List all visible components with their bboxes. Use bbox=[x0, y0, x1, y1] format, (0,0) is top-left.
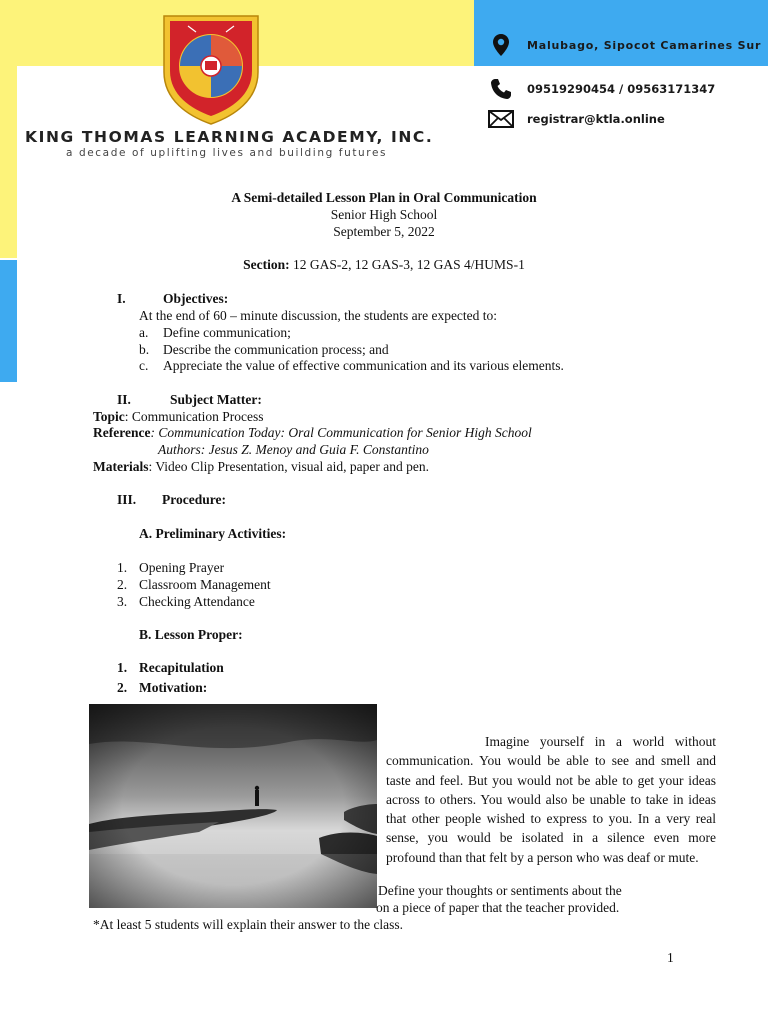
motivation-instruction-continued: on a piece of paper that the teacher provided. bbox=[376, 900, 620, 915]
phone-text: 09519290454 / 09563171347 bbox=[527, 82, 716, 96]
reference-line bbox=[93, 424, 532, 441]
activity-item: Checking Attendance bbox=[139, 594, 255, 609]
activity-marker: 3. bbox=[117, 594, 128, 609]
school-tagline: a decade of uplifting lives and building futures bbox=[66, 147, 388, 159]
motivation-instruction: Define your thoughts or sentiments about the bbox=[378, 883, 622, 898]
phone-contact bbox=[487, 77, 715, 101]
step-item: Motivation: bbox=[139, 680, 208, 695]
motivation-paragraph: Imagine yourself in a world without communication. You would be able to see and smell and taste and feel. But you would not be able to get your ideas across to others. You would also be unable to take in ideas that other people wished to express to you. In a very real sense, you would be isolated in a silence even more profound than that felt by a person who was deaf or mute. bbox=[386, 734, 716, 865]
objectives-numeral: I. bbox=[117, 291, 126, 306]
reference-value: : Communication Today: Oral Communication for Senior High School bbox=[150, 425, 532, 440]
address-contact bbox=[487, 33, 761, 57]
lesson-proper-heading: B. Lesson Proper: bbox=[139, 627, 243, 642]
materials-value: : Video Clip Presentation, visual aid, paper and pen. bbox=[148, 459, 429, 474]
lesson-date: September 5, 2022 bbox=[333, 224, 435, 239]
objective-marker: a. bbox=[139, 325, 149, 340]
topic-line bbox=[93, 408, 264, 425]
materials-label: Materials bbox=[93, 459, 149, 474]
objectives-heading: Objectives: bbox=[163, 291, 229, 306]
activity-marker: 2. bbox=[117, 577, 128, 592]
subject-matter-heading: Subject Matter: bbox=[170, 392, 262, 407]
step-marker: 2. bbox=[117, 680, 128, 695]
email-text: registrar@ktla.online bbox=[527, 112, 665, 126]
grade-level: Senior High School bbox=[330, 207, 438, 222]
procedure-heading: Procedure: bbox=[162, 492, 226, 507]
motivation-note: *At least 5 students will explain their answer to the class. bbox=[93, 917, 404, 932]
objective-marker: b. bbox=[139, 342, 150, 357]
step-item: Recapitulation bbox=[139, 660, 224, 675]
objective-item: Appreciate the value of effective communication and its various elements. bbox=[163, 358, 564, 373]
page-number: 1 bbox=[667, 950, 674, 965]
subject-matter-numeral: II. bbox=[117, 392, 131, 407]
reference-label: Reference bbox=[93, 425, 151, 440]
lesson-plan-title: A Semi-detailed Lesson Plan in Oral Communication bbox=[231, 190, 537, 205]
preliminary-activities-heading: A. Preliminary Activities: bbox=[139, 526, 287, 541]
materials-line bbox=[93, 458, 429, 475]
section-label: Section: bbox=[243, 257, 290, 272]
envelope-icon bbox=[487, 107, 515, 131]
school-name: KING THOMAS LEARNING ACADEMY, INC. bbox=[25, 128, 434, 146]
phone-icon bbox=[487, 77, 515, 101]
section-value: 12 GAS-2, 12 GAS-3, 12 GAS 4/HUMS-1 bbox=[289, 257, 525, 272]
email-contact bbox=[487, 107, 665, 131]
motivation-photo bbox=[89, 704, 377, 908]
step-marker: 1. bbox=[117, 660, 128, 675]
activity-item: Opening Prayer bbox=[139, 560, 225, 575]
topic-label: Topic bbox=[93, 409, 125, 424]
activity-marker: 1. bbox=[117, 560, 128, 575]
objectives-intro: At the end of 60 – minute discussion, the students are expected to: bbox=[139, 308, 498, 323]
section-line bbox=[0, 256, 768, 273]
activity-item: Classroom Management bbox=[139, 577, 271, 592]
authors-line: Authors: Jesus Z. Menoy and Guia F. Constantino bbox=[158, 442, 429, 457]
objective-marker: c. bbox=[139, 358, 149, 373]
school-crest-logo bbox=[158, 10, 264, 126]
objective-item: Describe the communication process; and bbox=[163, 342, 389, 357]
objective-item: Define communication; bbox=[163, 325, 291, 340]
topic-value: : Communication Process bbox=[124, 409, 264, 424]
left-blue-stripe bbox=[0, 260, 17, 382]
location-pin-icon bbox=[487, 33, 515, 57]
procedure-numeral: III. bbox=[117, 492, 137, 507]
address-text: Malubago, Sipocot Camarines Sur bbox=[527, 38, 762, 52]
